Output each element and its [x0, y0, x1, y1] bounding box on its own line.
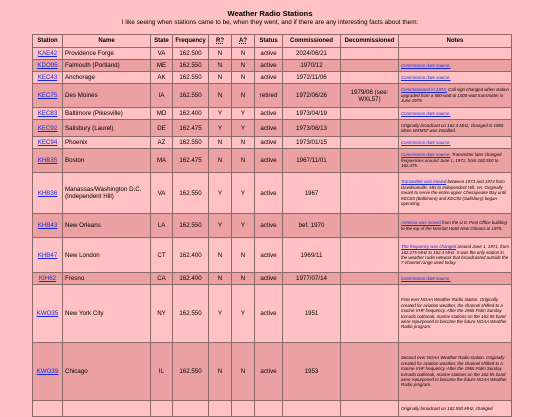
table-row — [33, 273, 512, 285]
notes-cell — [399, 285, 512, 343]
notes-text: Transmitter later changed frequencies around June 1, 1971, from 162.550 to 162.475. — [401, 152, 502, 169]
notes-text: Originally broadcast on 162.550 MHz, changed — [401, 405, 493, 411]
notes-cell — [399, 108, 512, 120]
station-link[interactable]: KEC94 — [37, 139, 58, 146]
notes-cell — [399, 173, 512, 214]
status-cell: active — [255, 120, 283, 137]
page-subtitle: I like seeing when stations came to be, when they went, and if there are any interesting facts about them: — [121, 19, 419, 26]
r-cell: N — [209, 60, 232, 72]
status-cell: active — [255, 238, 283, 273]
station-cell — [33, 401, 63, 417]
a-cell: Y — [232, 120, 255, 137]
col-header-state: State — [151, 35, 173, 48]
state-cell: IA — [151, 84, 173, 108]
status-cell: retired — [255, 84, 283, 108]
col-header-r: R? — [209, 35, 232, 48]
r-cell: N — [209, 273, 232, 285]
stations-table-body — [33, 48, 512, 417]
table-row — [33, 149, 512, 173]
state-cell — [151, 401, 173, 417]
notes-cell — [399, 84, 512, 108]
frequency-cell: 162.475 — [173, 149, 209, 173]
r-cell: N — [209, 72, 232, 84]
r-cell — [209, 401, 232, 417]
status-cell: active — [255, 285, 283, 343]
name-cell: Chicago — [63, 343, 151, 401]
a-cell — [232, 401, 255, 417]
r-cell: N — [209, 84, 232, 108]
notes-text: around June 1, 1971, from 162.275 MHz to 162.4 MHz. It was the only station in the weather radio network that broadcasted outside the 7-channel range used today. — [401, 244, 509, 266]
table-row — [33, 60, 512, 72]
notes-text: First ever NOAA Weather Radio station. Originally created for aviation weather, the channel shifted to a marine VHF frequency. After the 1965 Palm Sunday tornado outbreak, marine stations on the 162.55 band were repurposed to become the future NOAA Weather Radio program. — [401, 297, 507, 330]
frequency-cell: 162.475 — [173, 120, 209, 137]
commissioned-cell: 1973/01/15 — [283, 137, 341, 149]
status-cell: active — [255, 60, 283, 72]
station-cell — [33, 137, 63, 149]
status-cell — [255, 401, 283, 417]
a-cell: N — [232, 48, 255, 60]
decommissioned-cell — [341, 137, 399, 149]
a-cell: N — [232, 137, 255, 149]
a-cell: N — [232, 72, 255, 84]
name-cell: Boston — [63, 149, 151, 173]
name-cell: Fresno — [63, 273, 151, 285]
station-cell — [33, 273, 63, 285]
notes-cell — [399, 214, 512, 238]
commissioned-cell: 2024/06/21 — [283, 48, 341, 60]
commissioned-cell: 1977/07/14 — [283, 273, 341, 285]
decommissioned-cell — [341, 285, 399, 343]
commissioned-cell: 1972/11/06 — [283, 72, 341, 84]
notes-link[interactable]: Transmitter was moved — [401, 179, 447, 185]
decommissioned-cell — [341, 108, 399, 120]
commissioned-cell: 1967/11/01 — [283, 149, 341, 173]
status-cell: active — [255, 343, 283, 401]
col-header-notes: Notes — [399, 35, 512, 48]
commissioned-cell: 1951 — [283, 285, 341, 343]
r-cell: N — [209, 238, 232, 273]
status-cell: active — [255, 108, 283, 120]
name-cell: New London — [63, 238, 151, 273]
frequency-cell: 162.550 — [173, 72, 209, 84]
notes-cell — [399, 60, 512, 72]
page-title: Weather Radio Stations — [227, 9, 313, 18]
decommissioned-cell — [341, 173, 399, 214]
station-link[interactable]: KWO39 — [36, 368, 59, 375]
state-cell: AZ — [151, 137, 173, 149]
notes-link[interactable]: Commission date source. — [401, 275, 451, 281]
name-cell: New York City — [63, 285, 151, 343]
notes-text: between 1973 and 1974 from Davidsonville, MD to Independent Hill, VA. Originally meant to serve the entire upper Chesapeake Bay until KEC83 (Baltimore) and KEC92 (Salisbury) began operating. — [401, 179, 506, 207]
table-header-row — [33, 35, 512, 48]
station-link[interactable]: KIH62 — [38, 275, 57, 282]
col-header-name: Name — [63, 35, 151, 48]
decommissioned-cell — [341, 60, 399, 72]
name-cell: Des Moines — [63, 84, 151, 108]
notes-text: from the U.S. Post Office building to the top of the Marriott Hotel New Orleans in 1975. — [401, 220, 507, 231]
table-row — [33, 238, 512, 273]
a-cell: Y — [232, 173, 255, 214]
name-cell: Salisbury (Laurel) — [63, 120, 151, 137]
r-cell: Y — [209, 285, 232, 343]
station-link[interactable]: KEC43 — [37, 74, 58, 81]
table-row — [33, 120, 512, 137]
name-cell: Baltimore (Pikesville) — [63, 108, 151, 120]
station-link[interactable]: KHB36 — [37, 189, 58, 197]
station-link[interactable]: KHB35 — [37, 157, 58, 164]
frequency-cell: 162.550 — [173, 173, 209, 214]
name-cell — [63, 401, 151, 417]
station-link[interactable]: KEC75 — [37, 92, 58, 99]
frequency-cell: 162.550 — [173, 285, 209, 343]
commissioned-cell: 1972/06/26 — [283, 84, 341, 108]
commissioned-cell: bef. 1970 — [283, 214, 341, 238]
r-cell: N — [209, 149, 232, 173]
r-cell: N — [209, 137, 232, 149]
r-cell: N — [209, 343, 232, 401]
state-cell: CA — [151, 273, 173, 285]
notes-text: Second ever NOAA Weather Radio station. Originally created for aviation weather, the channel shifted to a marine VHF frequency. After the 1965 Palm Sunday tornado outbreak, marine stations on the 162.55 band were repurposed to become the future NOAA Weather Radio program. — [401, 355, 507, 388]
table-row — [33, 108, 512, 120]
station-link[interactable]: KHB47 — [37, 251, 58, 259]
station-link[interactable]: KDO95 — [37, 62, 58, 69]
notes-cell — [399, 137, 512, 149]
station-cell — [33, 343, 63, 401]
state-cell: VA — [151, 173, 173, 214]
col-header-station: Station — [33, 35, 63, 48]
r-cell: Y — [209, 173, 232, 214]
decommissioned-cell — [341, 120, 399, 137]
status-cell: active — [255, 48, 283, 60]
name-cell: Providence Forge — [63, 48, 151, 60]
state-cell: AK — [151, 72, 173, 84]
station-cell — [33, 108, 63, 120]
col-header-status: Status — [255, 35, 283, 48]
frequency-cell: 162.550 — [173, 60, 209, 72]
station-cell — [33, 84, 63, 108]
notes-link[interactable]: Commission date source. — [401, 62, 451, 68]
a-cell: N — [232, 343, 255, 401]
station-cell — [33, 285, 63, 343]
r-cell: Y — [209, 120, 232, 137]
station-link[interactable]: KAE42 — [37, 50, 58, 57]
decommissioned-cell — [341, 343, 399, 401]
r-cell: Y — [209, 214, 232, 238]
decommissioned-cell — [341, 72, 399, 84]
a-cell: N — [232, 273, 255, 285]
commissioned-cell: 1973/04/19 — [283, 108, 341, 120]
status-cell: active — [255, 137, 283, 149]
commissioned-cell: 1973/06/13 — [283, 120, 341, 137]
station-cell — [33, 48, 63, 60]
table-row — [33, 214, 512, 238]
state-cell: MA — [151, 149, 173, 173]
state-cell: CT — [151, 238, 173, 273]
commissioned-cell: 1970/12 — [283, 60, 341, 72]
a-cell: N — [232, 60, 255, 72]
frequency-cell: 162.400 — [173, 238, 209, 273]
station-cell — [33, 214, 63, 238]
decommissioned-cell — [341, 273, 399, 285]
station-cell — [33, 120, 63, 137]
a-cell: N — [232, 149, 255, 173]
a-cell: N — [232, 84, 255, 108]
commissioned-cell — [283, 401, 341, 417]
station-link[interactable]: KHB43 — [37, 222, 58, 229]
notes-link[interactable]: Commission date source. — [401, 110, 451, 116]
name-cell: Phoenix — [63, 137, 151, 149]
status-cell: active — [255, 214, 283, 238]
commissioned-cell: 1967 — [283, 173, 341, 214]
table-row — [33, 84, 512, 108]
stations-table — [32, 34, 512, 417]
notes-cell — [399, 401, 512, 417]
commissioned-cell: 1969/11 — [283, 238, 341, 273]
state-cell: LA — [151, 214, 173, 238]
station-cell — [33, 60, 63, 72]
a-cell: Y — [232, 285, 255, 343]
decommissioned-cell — [341, 214, 399, 238]
name-cell: Manassas/Washington D.C. (Independent Hill) — [63, 173, 151, 214]
state-cell: ME — [151, 60, 173, 72]
table-row — [33, 401, 512, 417]
commissioned-cell: 1953 — [283, 343, 341, 401]
frequency-cell: 162.550 — [173, 84, 209, 108]
table-row — [33, 72, 512, 84]
frequency-cell: 162.550 — [173, 343, 209, 401]
status-cell: active — [255, 72, 283, 84]
decommissioned-cell: 1979/06 (see: WXL57) — [341, 84, 399, 108]
notes-cell — [399, 120, 512, 137]
notes-cell — [399, 48, 512, 60]
notes-cell — [399, 273, 512, 285]
notes-cell — [399, 72, 512, 84]
col-header-commissioned: Commissioned — [283, 35, 341, 48]
station-cell — [33, 238, 63, 273]
notes-link[interactable]: Commission date source. — [401, 139, 451, 145]
frequency-cell: 162.400 — [173, 273, 209, 285]
name-cell: New Orleans — [63, 214, 151, 238]
decommissioned-cell — [341, 401, 399, 417]
table-row — [33, 173, 512, 214]
name-cell: Falmouth (Portland) — [63, 60, 151, 72]
r-cell: N — [209, 48, 232, 60]
r-cell: Y — [209, 108, 232, 120]
notes-cell — [399, 149, 512, 173]
notes-text: Originally broadcast on 162.4 MHz, changed in 1983 when WXM57 was installed. — [401, 122, 504, 133]
a-cell: Y — [232, 214, 255, 238]
a-cell: Y — [232, 108, 255, 120]
station-link[interactable]: KEC83 — [37, 110, 58, 117]
state-cell: NY — [151, 285, 173, 343]
frequency-cell: 162.550 — [173, 214, 209, 238]
state-cell: IL — [151, 343, 173, 401]
notes-link[interactable]: Antenna was moved — [401, 220, 441, 226]
table-row — [33, 285, 512, 343]
notes-link[interactable]: Commissioned in 1972. — [401, 87, 447, 93]
frequency-cell: 162.400 — [173, 108, 209, 120]
status-cell: active — [255, 149, 283, 173]
table-row — [33, 343, 512, 401]
notes-text: Call sign changed when station upgraded from a 500-watt to 1000-watt transmitter in June 1979. — [401, 87, 509, 104]
state-cell: VA — [151, 48, 173, 60]
notes-cell — [399, 343, 512, 401]
notes-link[interactable]: Commission date source. — [401, 74, 451, 80]
station-link[interactable]: KWO35 — [36, 310, 59, 317]
notes-cell — [399, 238, 512, 273]
notes-link[interactable]: The frequency was changed — [401, 244, 457, 250]
col-header-a: A? — [232, 35, 255, 48]
station-cell — [33, 149, 63, 173]
decommissioned-cell — [341, 238, 399, 273]
notes-link[interactable]: Commission date source. — [401, 152, 451, 158]
status-cell: active — [255, 173, 283, 214]
frequency-cell — [173, 401, 209, 417]
state-cell: MD — [151, 108, 173, 120]
name-cell: Anchorage — [63, 72, 151, 84]
decommissioned-cell — [341, 48, 399, 60]
frequency-cell: 162.550 — [173, 137, 209, 149]
table-row — [33, 48, 512, 60]
a-cell: N — [232, 238, 255, 273]
station-link[interactable]: KEC92 — [37, 124, 58, 132]
station-cell — [33, 72, 63, 84]
col-header-frequency: Frequency — [173, 35, 209, 48]
state-cell: DE — [151, 120, 173, 137]
table-row — [33, 137, 512, 149]
decommissioned-cell — [341, 149, 399, 173]
frequency-cell: 162.500 — [173, 48, 209, 60]
station-cell — [33, 173, 63, 214]
col-header-decommissioned: Decommissioned — [341, 35, 399, 48]
status-cell: active — [255, 273, 283, 285]
